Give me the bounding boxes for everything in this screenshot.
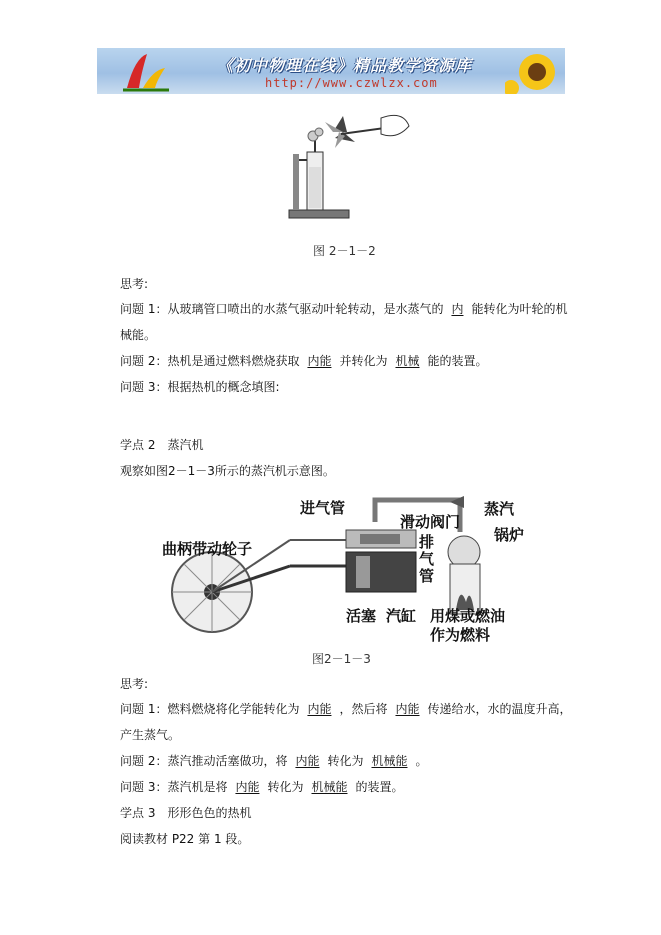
- label-exhaust-pipe: 排气管: [419, 533, 435, 585]
- banner-title: 《初中物理在线》精品教学资源库: [217, 56, 473, 75]
- q2-answer-2: 机械: [395, 354, 420, 368]
- figure-steam-pinwheel: [285, 112, 425, 222]
- s2-question-2-line: [120, 753, 428, 769]
- label-steam: 蒸汽: [484, 500, 515, 518]
- s2-q2-prefix: 问题 2：蒸汽推动活塞做功，将: [120, 754, 288, 768]
- s2-q1-answer-1: 内能: [307, 702, 332, 716]
- q2-mid: 并转化为: [339, 354, 388, 368]
- s2-q3-answer-2: 机械能: [311, 780, 348, 794]
- s2-q3-prefix: 问题 3：蒸汽机是将: [120, 780, 228, 794]
- label-fuel-2: 作为燃料: [430, 626, 491, 644]
- think-label-1: 思考:: [120, 277, 149, 291]
- s2-q1-suffix: 传递给水，水的温度升高，: [427, 702, 572, 716]
- figure2-caption: 图2－1－3: [312, 652, 371, 666]
- figure1-caption: 图 2－1－2: [313, 244, 376, 258]
- s2-q1-answer-2: 内能: [395, 702, 420, 716]
- label-fuel-1: 用煤或燃油: [430, 607, 506, 625]
- label-crank-wheel: 曲柄带动轮子: [162, 540, 253, 558]
- s2-q2-suffix: 。: [415, 754, 428, 768]
- s2-q2-answer-1: 内能: [295, 754, 320, 768]
- label-boiler: 锅炉: [494, 526, 525, 544]
- s2-q1-mid: ，然后将: [339, 702, 388, 716]
- point3-heading: 学点 3 形形色色的热机: [120, 806, 252, 820]
- sunflower-icon: [505, 48, 565, 94]
- think-label-2: 思考:: [120, 677, 149, 691]
- s2-q1-prefix: 问题 1：燃料燃烧将化学能转化为: [120, 702, 300, 716]
- s2-q3-suffix: 的装置。: [355, 780, 404, 794]
- label-piston: 活塞: [346, 607, 377, 625]
- question-1-line: [120, 301, 567, 317]
- s2-question-1-cont: 产生蒸气。: [120, 728, 181, 742]
- s2-question-1-line: [120, 701, 572, 717]
- logo-icon: [117, 48, 177, 94]
- q1-prefix: 问题 1：从玻璃管口喷出的水蒸气驱动叶轮转动，是水蒸气的: [120, 302, 444, 316]
- q1-suffix: 能转化为叶轮的机: [471, 302, 568, 316]
- label-cylinder: 汽缸: [386, 607, 417, 625]
- q1-answer: 内: [451, 302, 464, 316]
- point2-heading: 学点 2 蒸汽机: [120, 438, 204, 452]
- s2-q2-mid: 转化为: [327, 754, 364, 768]
- header-banner: [97, 48, 565, 94]
- s2-question-3-line: [120, 779, 404, 795]
- point3-read: 阅读教材 P22 第 1 段。: [120, 832, 250, 846]
- s2-q3-mid: 转化为: [267, 780, 304, 794]
- banner-url: http://www.czwlzx.com: [265, 76, 438, 90]
- question-2-line: [120, 353, 488, 369]
- label-intake-pipe: 进气管: [300, 499, 346, 517]
- label-slide-valve: 滑动阀门: [400, 513, 461, 531]
- s2-q2-answer-2: 机械能: [371, 754, 408, 768]
- q2-suffix: 能的装置。: [427, 354, 488, 368]
- point2-observe: 观察如图2－1－3所示的蒸汽机示意图。: [120, 464, 335, 478]
- s2-q3-answer-1: 内能: [235, 780, 260, 794]
- q2-answer-1: 内能: [307, 354, 332, 368]
- q2-prefix: 问题 2：热机是通过燃料燃烧获取: [120, 354, 300, 368]
- question-3-line: 问题 3：根据热机的概念填图:: [120, 380, 280, 394]
- question-1-cont: 械能。: [120, 328, 157, 342]
